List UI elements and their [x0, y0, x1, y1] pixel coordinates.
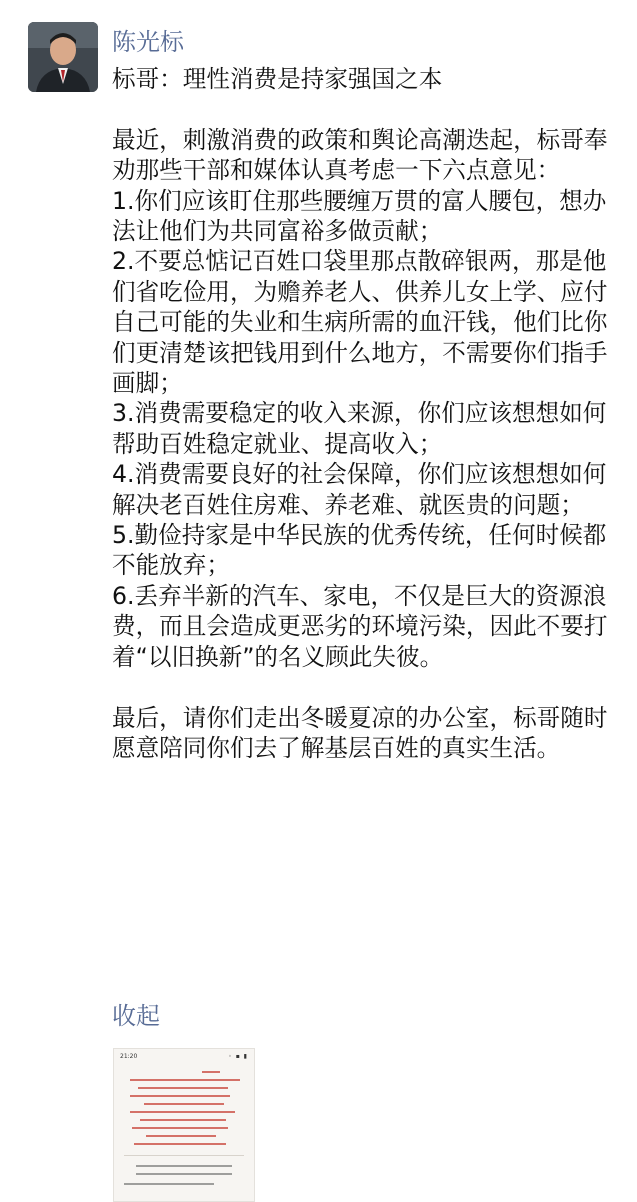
post-headline: 标哥：理性消费是持家强国之本	[112, 65, 443, 93]
thumbnail-caption	[124, 1159, 244, 1189]
attached-image-thumbnail[interactable]	[113, 1048, 255, 1202]
author-name[interactable]: 陈光标	[112, 28, 184, 56]
thumbnail-text-line	[138, 1087, 228, 1089]
post-paragraph: 2.不要总惦记百姓口袋里那点散碎银两，那是他们省吃俭用，为赡养老人、供养儿女上学、应付自己可能的失业和生病所需的血汗钱，他们比你们更清楚该把钱用到什么地方，不需要你们指手画脚；	[112, 247, 608, 398]
thumbnail-text-line	[132, 1127, 228, 1129]
avatar-portrait-icon	[28, 22, 98, 92]
post-text	[112, 64, 612, 763]
thumbnail-caption-line	[124, 1183, 214, 1185]
thumbnail-caption-line	[136, 1173, 232, 1175]
post-paragraph: 4.消费需要良好的社会保障，你们应该想想如何解决老百姓住房难、养老难、就医贵的问题；	[112, 460, 607, 519]
thumbnail-divider	[124, 1155, 244, 1156]
thumbnail-text-line	[130, 1095, 230, 1097]
thumbnail-text-line	[140, 1119, 226, 1121]
thumbnail-document-text	[124, 1067, 244, 1149]
thumbnail-text-line	[130, 1111, 235, 1113]
thumbnail-text-line	[134, 1143, 226, 1145]
thumbnail-text-line	[144, 1103, 224, 1105]
post-paragraph: 3.消费需要稳定的收入来源，你们应该想想如何帮助百姓稳定就业、提高收入；	[112, 399, 607, 458]
thumbnail-text-line	[146, 1135, 216, 1137]
post-paragraph: 1.你们应该盯住那些腰缠万贯的富人腰包，想办法让他们为共同富裕多做贡献；	[112, 186, 607, 246]
collapse-link[interactable]: 收起	[112, 1002, 160, 1030]
paragraph-gap	[112, 672, 612, 702]
thumbnail-text-line	[202, 1071, 220, 1073]
thumbnail-status-bar: 21:20 ◦ ▪ ▮	[120, 1053, 248, 1060]
post-paragraph: 6.丢弃半新的汽车、家电，不仅是巨大的资源浪费，而且会造成更恶劣的环境污染，因此不要打着“以旧换新”的名义顾此失彼。	[112, 581, 608, 671]
post-paragraph: 5.勤俭持家是中华民族的优秀传统，任何时候都不能放弃；	[112, 521, 607, 580]
author-avatar[interactable]	[28, 22, 98, 92]
thumbnail-text-line	[130, 1079, 240, 1081]
post-paragraph: 最后，请你们走出冬暖夏凉的办公室，标哥随时愿意陪同你们去了解基层百姓的真实生活。	[112, 703, 608, 762]
paragraph-gap	[112, 94, 612, 124]
thumbnail-caption-line	[136, 1165, 232, 1167]
post-paragraph: 最近，刺激消费的政策和舆论高潮迭起，标哥奉劝那些干部和媒体认真考虑一下六点意见：	[112, 125, 608, 185]
